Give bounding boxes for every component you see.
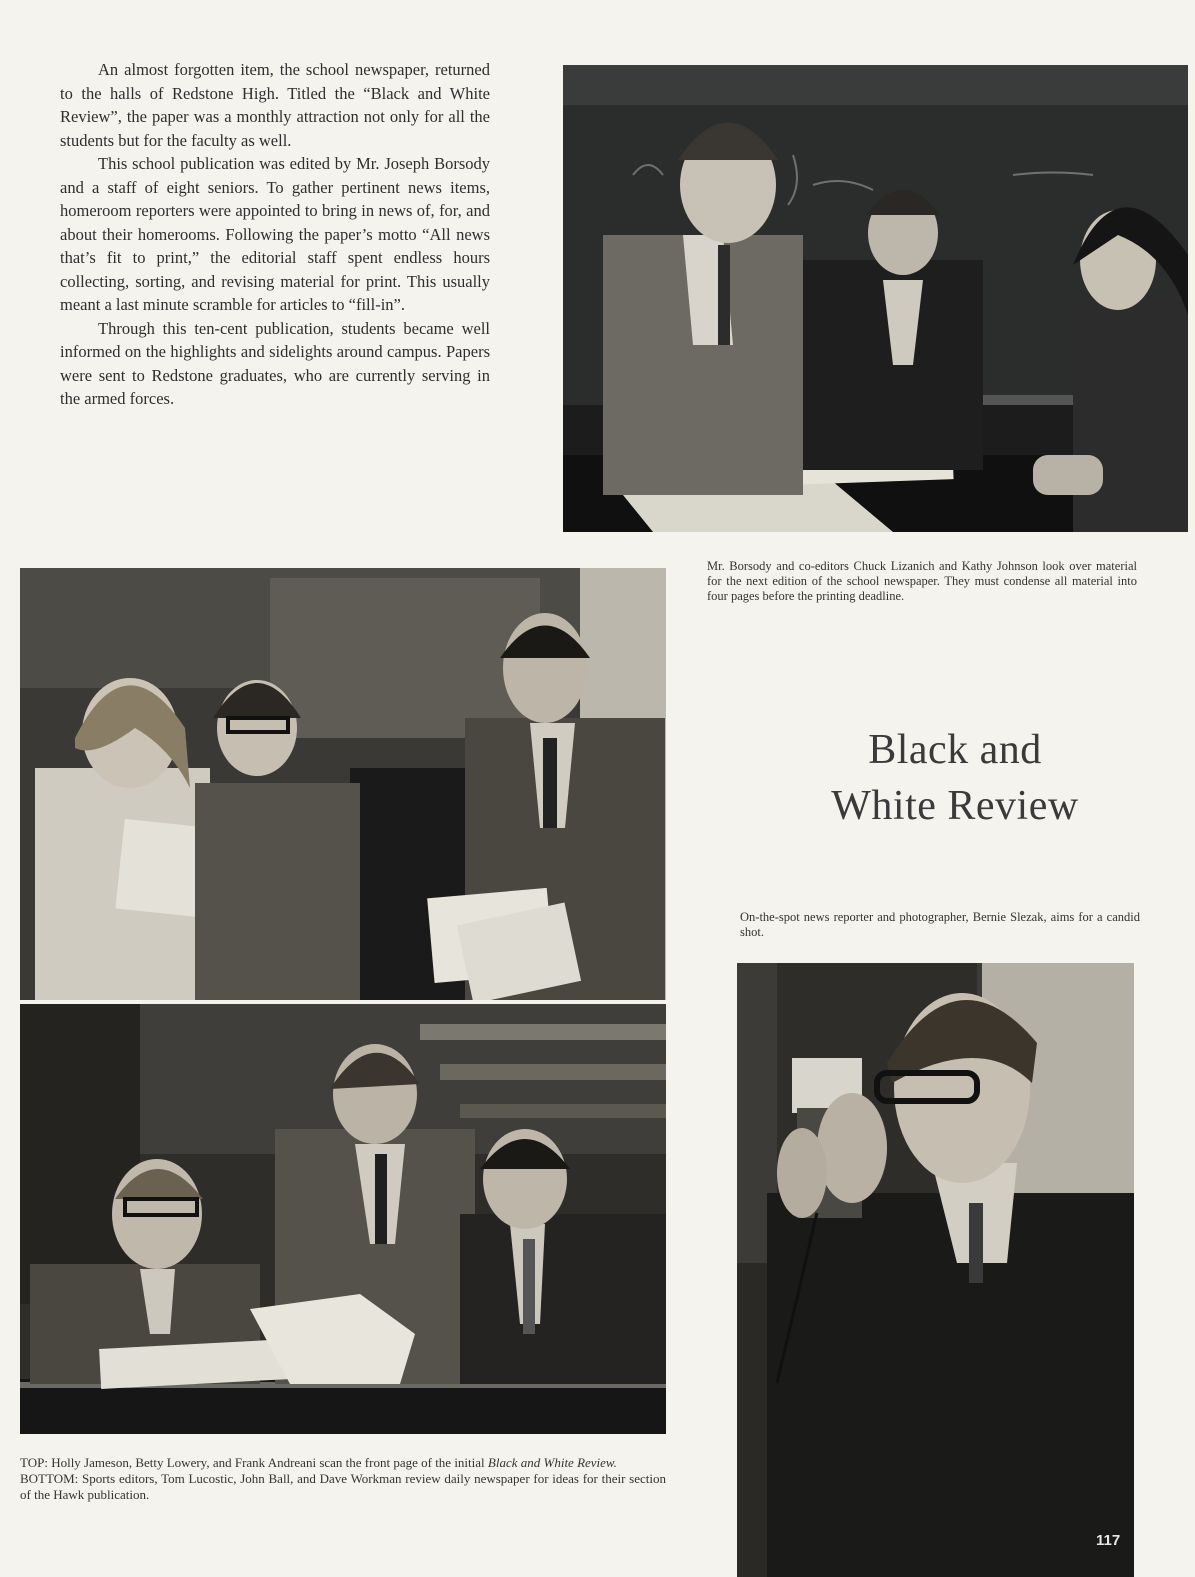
caption-top-bottom-photos bbox=[20, 1455, 666, 1503]
caption-bottom-text: Sports editors, Tom Lucostic, John Ball, and Dave Workman review daily newspaper for ideas for their section of the Hawk publication. bbox=[20, 1471, 666, 1502]
caption-editors: Mr. Borsody and co-editors Chuck Lizanich and Kathy Johnson look over material for the next edition of the school newspaper. They must condense all material into four pages before the printing deadline. bbox=[707, 559, 1137, 603]
caption-label-bottom: BOTTOM: bbox=[20, 1471, 79, 1486]
article-paragraph: Through this ten-cent publication, students became well informed on the highlights and sidelights around campus. Papers were sent to Redstone graduates, who are currently serving in the armed forces. bbox=[60, 318, 490, 408]
article-body bbox=[60, 58, 490, 411]
page-title-line-1: Black and bbox=[868, 727, 1042, 773]
photo-editors-at-chalkboard bbox=[563, 65, 1188, 532]
page-title-line-2: White Review bbox=[831, 783, 1079, 829]
page-number: 117 bbox=[1096, 1532, 1121, 1549]
photo-students-reading-paper bbox=[20, 568, 666, 1000]
caption-top-text: Holly Jameson, Betty Lowery, and Frank Andreani scan the front page of the initial bbox=[51, 1455, 485, 1470]
caption-photographer: On-the-spot news reporter and photographer, Bernie Slezak, aims for a candid shot. bbox=[740, 910, 1140, 939]
photo-sports-editors bbox=[20, 1004, 666, 1434]
caption-label-top: TOP: bbox=[20, 1455, 48, 1470]
photo-photographer bbox=[737, 963, 1134, 1577]
page-title bbox=[795, 722, 1115, 834]
article-paragraph: This school publication was edited by Mr. Joseph Borsody and a staff of eight seniors. To gather pertinent news items, homeroom reporters were appointed to bring in news of, for, and about their homerooms. Following the paper’s motto “All news that’s fit to print,” the editorial staff spent endless hours collecting, sorting, and revising material for print. This usually meant a last minute scramble for articles to “fill-in”. bbox=[60, 154, 490, 314]
caption-publication-name: Black and White Review. bbox=[487, 1455, 617, 1470]
article-paragraph: An almost forgotten item, the school newspaper, returned to the halls of Redstone High. Titled the “Black and White Review”, the paper was a monthly attraction not only for all the students but for the faculty as well. bbox=[60, 60, 490, 150]
